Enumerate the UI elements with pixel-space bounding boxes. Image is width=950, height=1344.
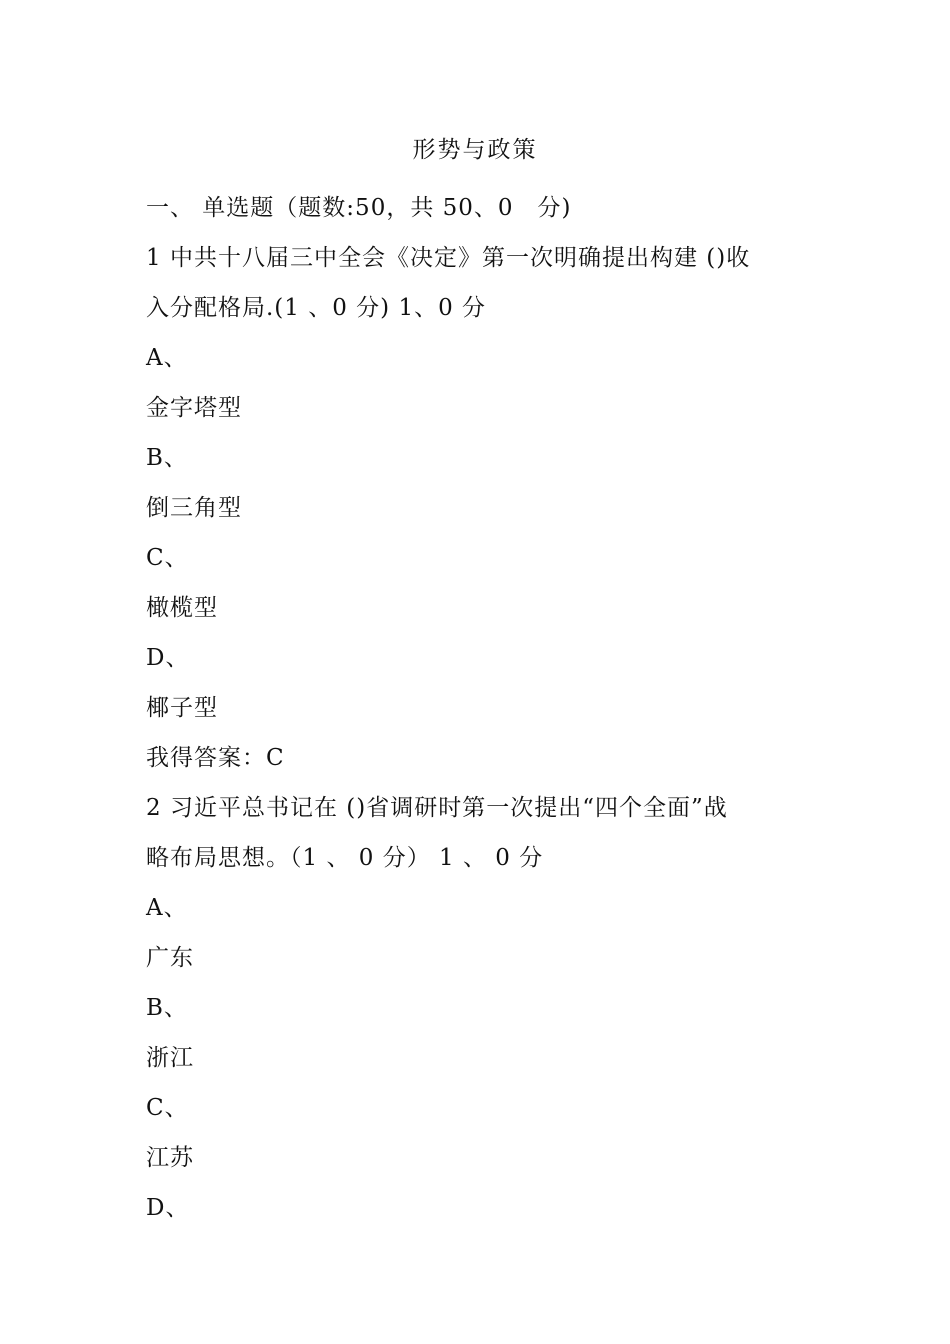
option-label: C、 bbox=[146, 545, 189, 571]
question-1 bbox=[146, 233, 806, 783]
option-label: C、 bbox=[146, 1095, 189, 1121]
option-text: 橄榄型 bbox=[146, 595, 218, 621]
option-label: D、 bbox=[146, 1195, 190, 1221]
answer-line: 我得答案：C bbox=[146, 745, 285, 771]
option-label: B、 bbox=[146, 995, 188, 1021]
option-text: 广东 bbox=[146, 945, 194, 971]
question-2 bbox=[146, 783, 806, 1233]
option-text: 江苏 bbox=[146, 1145, 194, 1171]
question-stem-continued: 略布局思想。（1 、 0 分） 1 、 0 分 bbox=[146, 845, 544, 871]
option-text: 椰子型 bbox=[146, 695, 218, 721]
option-text: 金字塔型 bbox=[146, 395, 242, 421]
option-text: 浙江 bbox=[146, 1045, 194, 1071]
section-heading: 一、 单选题（题数:50，共 50、0 分) bbox=[146, 195, 572, 221]
page-title: 形势与政策 bbox=[412, 137, 538, 163]
option-text: 倒三角型 bbox=[146, 495, 242, 521]
document-body bbox=[146, 183, 806, 1233]
option-label: A、 bbox=[146, 895, 188, 921]
question-stem: 1 中共十八届三中全会《决定》第一次明确提出构建 ()收 bbox=[146, 245, 751, 271]
option-label: D、 bbox=[146, 645, 190, 671]
option-label: B、 bbox=[146, 445, 188, 471]
question-stem-continued: 入分配格局.(1 、0 分) 1、0 分 bbox=[146, 295, 487, 321]
option-label: A、 bbox=[146, 345, 188, 371]
question-stem: 2 习近平总书记在 ()省调研时第一次提出“四个全面”战 bbox=[146, 795, 728, 821]
